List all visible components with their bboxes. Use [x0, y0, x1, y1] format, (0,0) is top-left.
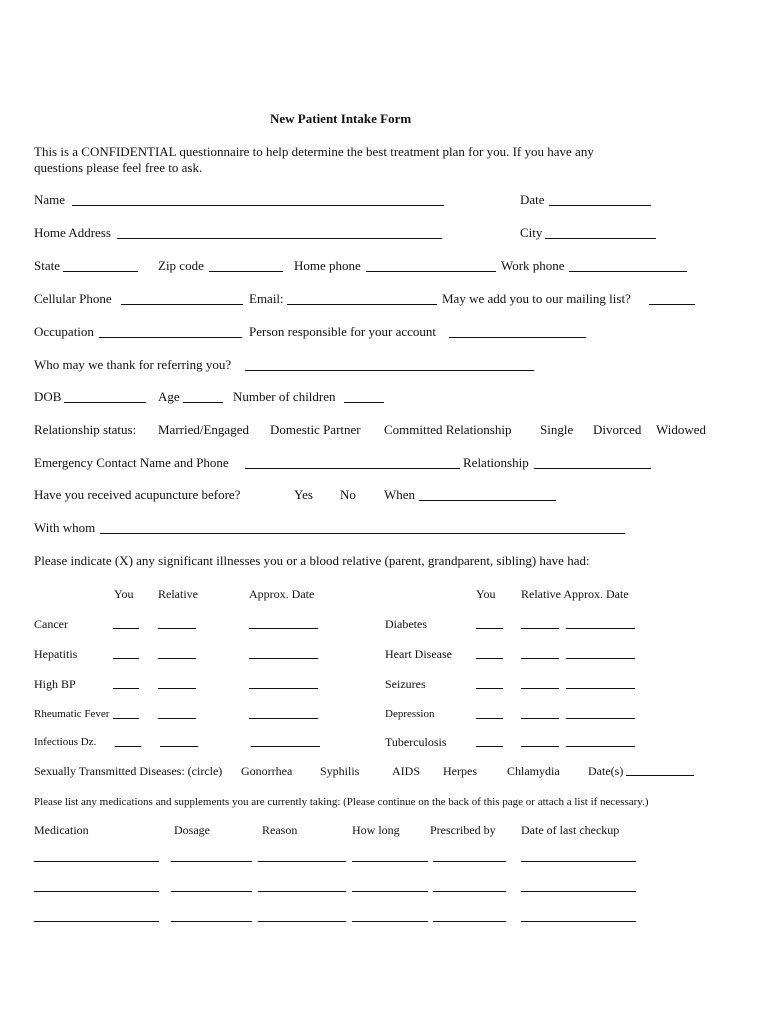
illness-header-date-left: Approx. Date — [249, 587, 315, 601]
illness-checkbox-blank[interactable] — [476, 718, 503, 719]
zip-label: Zip code — [158, 258, 204, 273]
illness-checkbox-blank[interactable] — [476, 688, 503, 689]
with-whom-field[interactable] — [100, 533, 625, 534]
dob-label: DOB — [34, 389, 62, 404]
illness-label: Seizures — [385, 677, 426, 691]
medication-entry-blank[interactable] — [34, 891, 159, 892]
responsible-field[interactable] — [449, 337, 586, 338]
std-dates-field[interactable] — [626, 775, 694, 776]
relationship-option-domestic[interactable]: Domestic Partner — [270, 422, 361, 437]
age-label: Age — [158, 389, 180, 404]
relationship-option-married[interactable]: Married/Engaged — [158, 422, 249, 437]
illness-label: High BP — [34, 677, 76, 691]
illness-label: Rheumatic Fever — [34, 708, 110, 720]
illness-checkbox-blank[interactable] — [158, 658, 196, 659]
illness-checkbox-blank[interactable] — [249, 628, 318, 629]
med-header-prescribed-by: Prescribed by — [430, 823, 496, 837]
medications-prompt: Please list any medications and supplements you are currently taking: (Please continue on the back of this page or attach a list if necessary.) — [34, 796, 649, 808]
name-label: Name — [34, 192, 66, 207]
medication-entry-blank[interactable] — [34, 861, 159, 862]
mailing-list-label: May we add you to our mailing list? — [442, 291, 631, 306]
illness-checkbox-blank[interactable] — [113, 658, 139, 659]
email-label: Email: — [249, 291, 284, 306]
children-label: Number of children — [233, 389, 336, 404]
age-field[interactable] — [183, 402, 223, 403]
illness-checkbox-blank[interactable] — [476, 628, 503, 629]
email-field[interactable] — [287, 304, 437, 305]
med-header-medication: Medication — [34, 823, 89, 837]
illness-checkbox-blank[interactable] — [113, 688, 139, 689]
illness-prompt: Please indicate (X) any significant illnesses you or a blood relative (parent, grandparent, sibling) have had: — [34, 553, 590, 568]
responsible-label: Person responsible for your account — [249, 324, 437, 339]
medication-entry-blank[interactable] — [352, 861, 428, 862]
illness-checkbox-blank[interactable] — [566, 658, 635, 659]
std-option-syphilis[interactable]: Syphilis — [320, 764, 360, 778]
illness-checkbox-blank[interactable] — [521, 658, 559, 659]
emergency-contact-field[interactable] — [245, 468, 460, 469]
when-field[interactable] — [419, 500, 556, 501]
illness-checkbox-blank[interactable] — [249, 718, 318, 719]
illness-header-relative-left: Relative — [158, 587, 198, 601]
medication-entry-blank[interactable] — [521, 921, 636, 922]
illness-checkbox-blank[interactable] — [113, 718, 139, 719]
std-label: Sexually Transmitted Diseases: (circle) — [34, 764, 223, 778]
illness-label: Depression — [385, 708, 435, 720]
std-option-gonorrhea[interactable]: Gonorrhea — [241, 764, 293, 778]
std-option-aids[interactable]: AIDS — [392, 764, 421, 778]
illness-checkbox-blank[interactable] — [521, 628, 559, 629]
illness-checkbox-blank[interactable] — [566, 746, 635, 747]
illness-label: Cancer — [34, 617, 68, 631]
acupuncture-no[interactable]: No — [340, 487, 356, 502]
occupation-field[interactable] — [99, 337, 242, 338]
med-header-reason: Reason — [262, 823, 298, 837]
intro-text-line-2: questions please feel free to ask. — [34, 160, 203, 175]
medication-entry-blank[interactable] — [258, 921, 346, 922]
illness-checkbox-blank[interactable] — [566, 628, 635, 629]
relationship-option-divorced[interactable]: Divorced — [593, 422, 642, 437]
illness-header-relative-date-right: Relative Approx. Date — [521, 587, 629, 601]
referral-field[interactable] — [245, 370, 534, 371]
city-field[interactable] — [545, 238, 656, 239]
relationship-option-single[interactable]: Single — [540, 422, 574, 437]
illness-checkbox-blank[interactable] — [566, 718, 635, 719]
illness-checkbox-blank[interactable] — [476, 746, 503, 747]
when-label: When — [384, 487, 416, 502]
illness-label: Infectious Dz. — [34, 736, 97, 748]
medication-entry-blank[interactable] — [433, 891, 506, 892]
intro-text-line-1: This is a CONFIDENTIAL questionnaire to help determine the best treatment plan for you. If you have any — [34, 144, 594, 159]
work-phone-label: Work phone — [501, 258, 565, 273]
medication-entry-blank[interactable] — [258, 891, 346, 892]
std-dates-label: Date(s) — [588, 764, 624, 778]
medication-entry-blank[interactable] — [171, 921, 252, 922]
emergency-contact-label: Emergency Contact Name and Phone — [34, 455, 229, 470]
illness-checkbox-blank[interactable] — [251, 746, 320, 747]
referral-label: Who may we thank for referring you? — [34, 357, 232, 372]
illness-checkbox-blank[interactable] — [113, 628, 139, 629]
home-address-field[interactable] — [117, 238, 442, 239]
med-header-dosage: Dosage — [174, 823, 210, 837]
medication-entry-blank[interactable] — [433, 921, 506, 922]
illness-header-you-left: You — [114, 587, 134, 601]
medication-entry-blank[interactable] — [521, 891, 636, 892]
medication-entry-blank[interactable] — [258, 861, 346, 862]
illness-checkbox-blank[interactable] — [249, 658, 318, 659]
date-label: Date — [520, 192, 545, 207]
med-header-last-checkup: Date of last checkup — [521, 823, 620, 837]
state-field[interactable] — [63, 271, 138, 272]
illness-label: Diabetes — [385, 617, 427, 631]
occupation-label: Occupation — [34, 324, 94, 339]
form-title: New Patient Intake Form — [270, 111, 412, 126]
home-phone-label: Home phone — [294, 258, 361, 273]
city-label: City — [520, 225, 543, 240]
medication-entry-blank[interactable] — [433, 861, 506, 862]
relationship-field[interactable] — [534, 468, 651, 469]
home-phone-field[interactable] — [366, 271, 496, 272]
medication-entry-blank[interactable] — [521, 861, 636, 862]
acupuncture-label: Have you received acupuncture before? — [34, 487, 241, 502]
zip-field[interactable] — [209, 271, 283, 272]
medication-entry-blank[interactable] — [171, 861, 252, 862]
med-header-how-long: How long — [352, 823, 400, 837]
work-phone-field[interactable] — [569, 271, 687, 272]
date-field[interactable] — [549, 205, 651, 206]
home-address-label: Home Address — [34, 225, 111, 240]
relationship-option-committed[interactable]: Committed Relationship — [384, 422, 512, 437]
name-field[interactable] — [72, 205, 444, 206]
illness-label: Hepatitis — [34, 647, 78, 661]
relationship-status-label: Relationship status: — [34, 422, 137, 437]
illness-label: Tuberculosis — [385, 735, 447, 749]
medication-entry-blank[interactable] — [352, 891, 428, 892]
illness-checkbox-blank[interactable] — [476, 658, 503, 659]
illness-checkbox-blank[interactable] — [158, 628, 196, 629]
illness-checkbox-blank[interactable] — [160, 746, 198, 747]
medication-entry-blank[interactable] — [352, 921, 428, 922]
illness-label: Heart Disease — [385, 647, 452, 661]
cellular-phone-label: Cellular Phone — [34, 291, 112, 306]
illness-checkbox-blank[interactable] — [521, 718, 559, 719]
acupuncture-yes[interactable]: Yes — [294, 487, 313, 502]
std-option-chlamydia[interactable]: Chlamydia — [507, 764, 560, 778]
illness-checkbox-blank[interactable] — [566, 688, 635, 689]
std-option-herpes[interactable]: Herpes — [443, 764, 477, 778]
medication-entry-blank[interactable] — [34, 921, 159, 922]
illness-checkbox-blank[interactable] — [158, 718, 196, 719]
dob-field[interactable] — [64, 402, 146, 403]
state-label: State — [34, 258, 60, 273]
with-whom-label: With whom — [34, 520, 96, 535]
illness-checkbox-blank[interactable] — [115, 746, 141, 747]
mailing-list-field[interactable] — [649, 304, 695, 305]
relationship-option-widowed[interactable]: Widowed — [656, 422, 707, 437]
illness-header-you-right: You — [476, 587, 496, 601]
illness-checkbox-blank[interactable] — [521, 688, 559, 689]
medication-entry-blank[interactable] — [171, 891, 252, 892]
illness-checkbox-blank[interactable] — [521, 746, 559, 747]
relationship-label: Relationship — [463, 455, 529, 470]
illness-checkbox-blank[interactable] — [158, 688, 196, 689]
illness-checkbox-blank[interactable] — [249, 688, 318, 689]
cellular-phone-field[interactable] — [121, 304, 243, 305]
children-field[interactable] — [344, 402, 384, 403]
